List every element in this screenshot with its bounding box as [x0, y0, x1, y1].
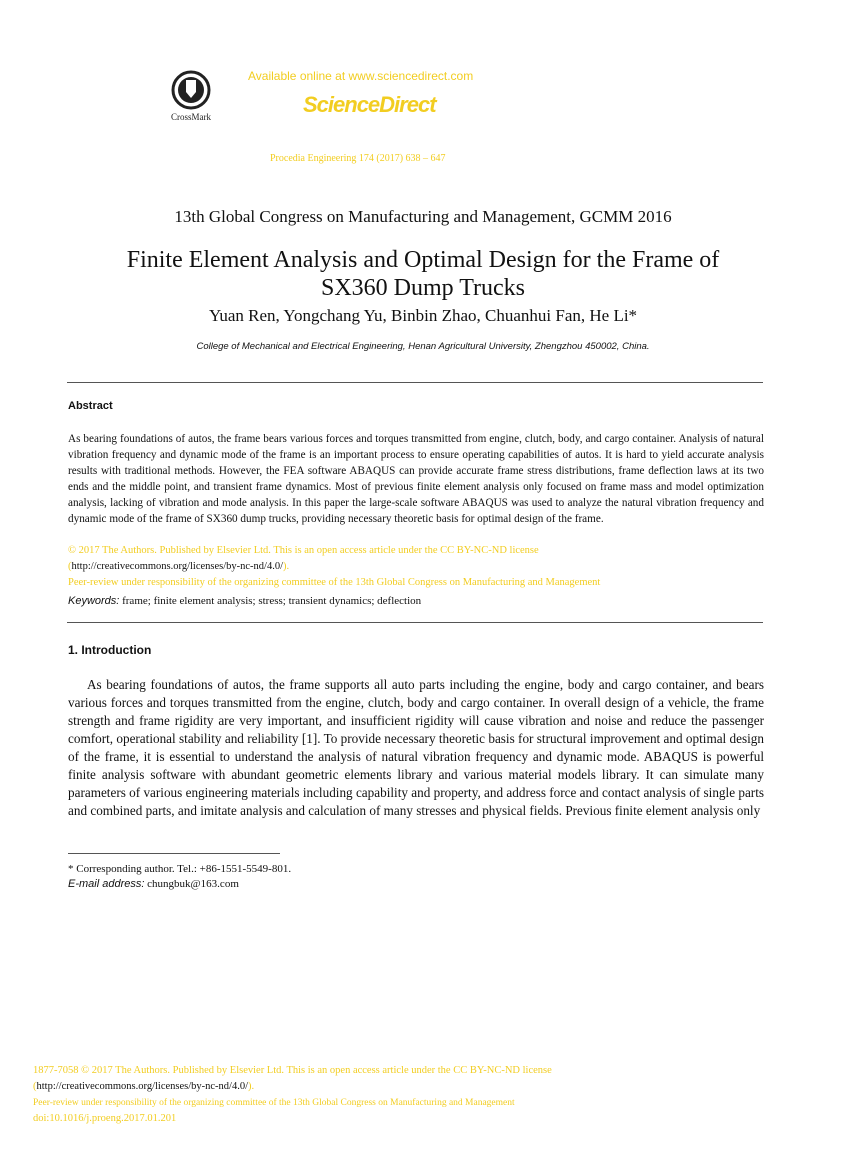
footnote-email	[68, 878, 239, 890]
divider-bottom	[67, 622, 763, 623]
copyright-notice: © 2017 The Authors. Published by Elsevier Ltd. This is an open access article under the CC BY-NC-ND license	[68, 545, 539, 556]
keywords-list: frame; finite element analysis; stress; transient dynamics; deflection	[119, 595, 422, 607]
email-address[interactable]: chungbuk@163.com	[144, 878, 239, 890]
footer-copyright: 1877-7058 © 2017 The Authors. Published by Elsevier Ltd. This is an open access article under the CC BY-NC-ND license	[33, 1065, 552, 1076]
footer-doi[interactable]: doi:10.1016/j.proeng.2017.01.201	[33, 1113, 177, 1124]
license-link[interactable]: http://creativecommons.org/licenses/by-nc-nd/4.0/	[71, 561, 284, 572]
keywords-line	[68, 595, 421, 607]
divider-top	[67, 382, 763, 383]
abstract-heading: Abstract	[68, 400, 113, 412]
paper-title-line-2: SX360 Dump Trucks	[320, 275, 526, 301]
footer-license-close-paren: ).	[248, 1081, 255, 1092]
available-online-link[interactable]: Available online at www.sciencedirect.com	[248, 69, 474, 83]
paper-title	[60, 246, 786, 302]
footer-license-line	[33, 1081, 254, 1092]
section-heading-introduction: 1. Introduction	[68, 643, 152, 657]
journal-citation: Procedia Engineering 174 (2017) 638 – 647	[270, 153, 446, 164]
crossmark-label: CrossMark	[171, 112, 211, 122]
license-line	[68, 561, 289, 572]
paper-title-line-1: Finite Element Analysis and Optimal Design for the Frame of	[126, 247, 720, 273]
crossmark-icon	[171, 70, 211, 110]
author-list: Yuan Ren, Yongchang Yu, Binbin Zhao, Chuanhui Fan, He Li*	[208, 306, 638, 325]
keywords-label: Keywords:	[68, 595, 120, 607]
license-close-paren: ).	[283, 561, 290, 572]
footer-license-link[interactable]: http://creativecommons.org/licenses/by-nc-nd/4.0/	[36, 1081, 249, 1092]
license-open-paren: (	[68, 561, 72, 572]
footnote-corresponding-author: * Corresponding author. Tel.: +86-1551-5549-801.	[68, 863, 292, 875]
footer-license-open-paren: (	[33, 1081, 37, 1092]
footnote-divider	[68, 853, 280, 854]
abstract-text: As bearing foundations of autos, the frame bears various forces and torques transmitted from engine, clutch, body, and cargo container. Analysis of natural vibration frequency and dynamic mode of the frame is an important process to ensure operating capabilities of autos. It is hard to yield accurate analysis results with traditional methods. However, the FEA software ABAQUS can provide accurate frame stress distributions, frame deflection laws at its two ends and the middle point, and transient frame dynamics. Most of previous finite element analysis only focused on frame mass and model optimization analysis, lacking of vibration and mode analysis. In this paper the large-scale software ABAQUS was used to analyze the natural vibration frequency and dynamic mode of the frame of SX360 dump trucks, providing necessary theoretic basis for optimal design of the frame.	[68, 433, 764, 525]
crossmark-logo[interactable]	[166, 70, 216, 122]
email-label: E-mail address:	[68, 878, 145, 890]
introduction-paragraph: As bearing foundations of autos, the frame supports all auto parts including the engine, body and cargo container, and bears various forces and torques transmitted from the engine, clutch, body and cargo container. In overall design of a vehicle, the frame strength and frame rigidity are very important, and insufficient rigidity will cause vibration and noise and reduce the passenger comfort, operational stability and reliability [1]. To provide necessary theoretic basis for structural improvement and optimal design of the frame, it is essential to understand the analysis of natural vibration frequency and dynamic mode. ABAQUS is powerful finite analysis software with abundant geometric elements library and various material models library. It can simulate many parameters of various engineering materials including capability and property, and address force and contact analysis of single parts and combined parts, and imitate analysis and calculation of many stresses and physical fields. Previous finite element analysis only	[68, 677, 764, 818]
congress-title: 13th Global Congress on Manufacturing and Management, GCMM 2016	[174, 207, 672, 226]
peer-review-notice: Peer-review under responsibility of the organizing committee of the 13th Global Congress on Manufacturing and Management	[68, 577, 601, 588]
affiliation: College of Mechanical and Electrical Engineering, Henan Agricultural University, Zhengzhou 450002, China.	[196, 341, 650, 352]
sciencedirect-logo[interactable]: ScienceDirect	[303, 92, 436, 117]
footer-peer-review: Peer-review under responsibility of the organizing committee of the 13th Global Congress on Manufacturing and Management	[33, 1098, 515, 1108]
